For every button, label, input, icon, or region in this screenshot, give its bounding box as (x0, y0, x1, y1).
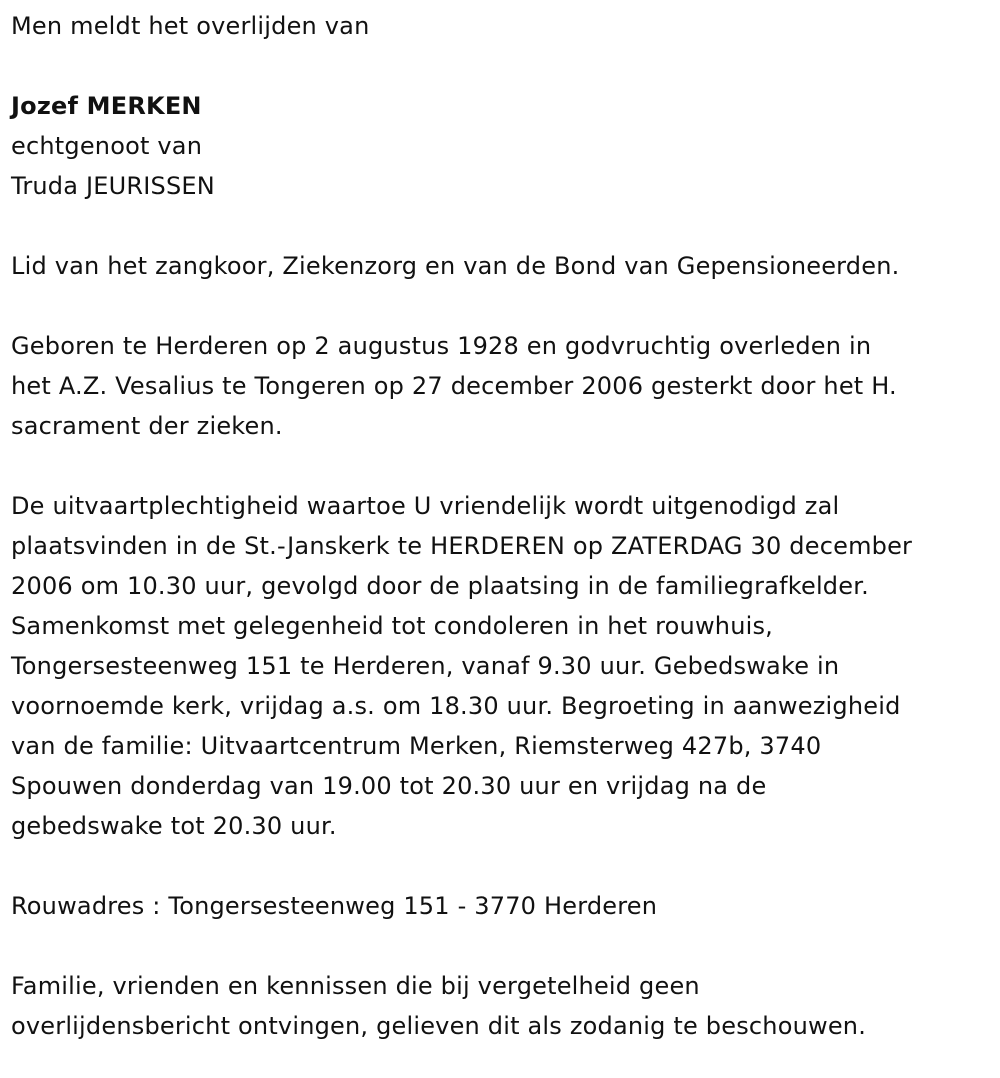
deceased-name: Jozef MERKEN (11, 92, 202, 120)
paragraph-line: het A.Z. Vesalius te Tongeren op 27 december 2006 gesterkt door het H. (11, 372, 897, 400)
spacer (11, 206, 986, 246)
paragraph-line: Geboren te Herderen op 2 augustus 1928 en godvruchtig overleden in (11, 332, 872, 360)
relation-text: echtgenoot van (11, 132, 203, 160)
paragraph-line: voornoemde kerk, vrijdag a.s. om 18.30 uur. Begroeting in aanwezigheid (11, 692, 901, 720)
birth-death-paragraph (11, 326, 986, 446)
spacer (11, 926, 986, 966)
paragraph-line: Familie, vrienden en kennissen die bij vergetelheid geen (11, 972, 700, 1000)
intro-text: Men meldt het overlijden van (11, 12, 370, 40)
paragraph-line: Spouwen donderdag van 19.00 tot 20.30 uur en vrijdag na de (11, 772, 767, 800)
closing-paragraph (11, 966, 986, 1046)
spacer (11, 846, 986, 886)
paragraph-line: Tongersesteenweg 151 te Herderen, vanaf 9.30 uur. Gebedswake in (11, 652, 840, 680)
paragraph-line: sacrament der zieken. (11, 412, 283, 440)
spacer (11, 46, 986, 86)
spouse-name: Truda JEURISSEN (11, 172, 215, 200)
spacer (11, 286, 986, 326)
spacer (11, 446, 986, 486)
paragraph-line: 2006 om 10.30 uur, gevolgd door de plaatsing in de familiegrafkelder. (11, 572, 869, 600)
paragraph-line: van de familie: Uitvaartcentrum Merken, Riemsterweg 427b, 3740 (11, 732, 822, 760)
funeral-paragraph (11, 486, 986, 846)
membership-text: Lid van het zangkoor, Ziekenzorg en van de Bond van Gepensioneerden. (11, 252, 900, 280)
paragraph-line: Samenkomst met gelegenheid tot condoleren in het rouwhuis, (11, 612, 774, 640)
paragraph-line: De uitvaartplechtigheid waartoe U vriendelijk wordt uitgenodigd zal (11, 492, 840, 520)
mourning-address: Rouwadres : Tongersesteenweg 151 - 3770 Herderen (11, 892, 658, 920)
paragraph-line: plaatsvinden in de St.-Janskerk te HERDEREN op ZATERDAG 30 december (11, 532, 913, 560)
paragraph-line: overlijdensbericht ontvingen, gelieven dit als zodanig te beschouwen. (11, 1012, 867, 1040)
death-notice (11, 6, 986, 1046)
paragraph-line: gebedswake tot 20.30 uur. (11, 812, 337, 840)
